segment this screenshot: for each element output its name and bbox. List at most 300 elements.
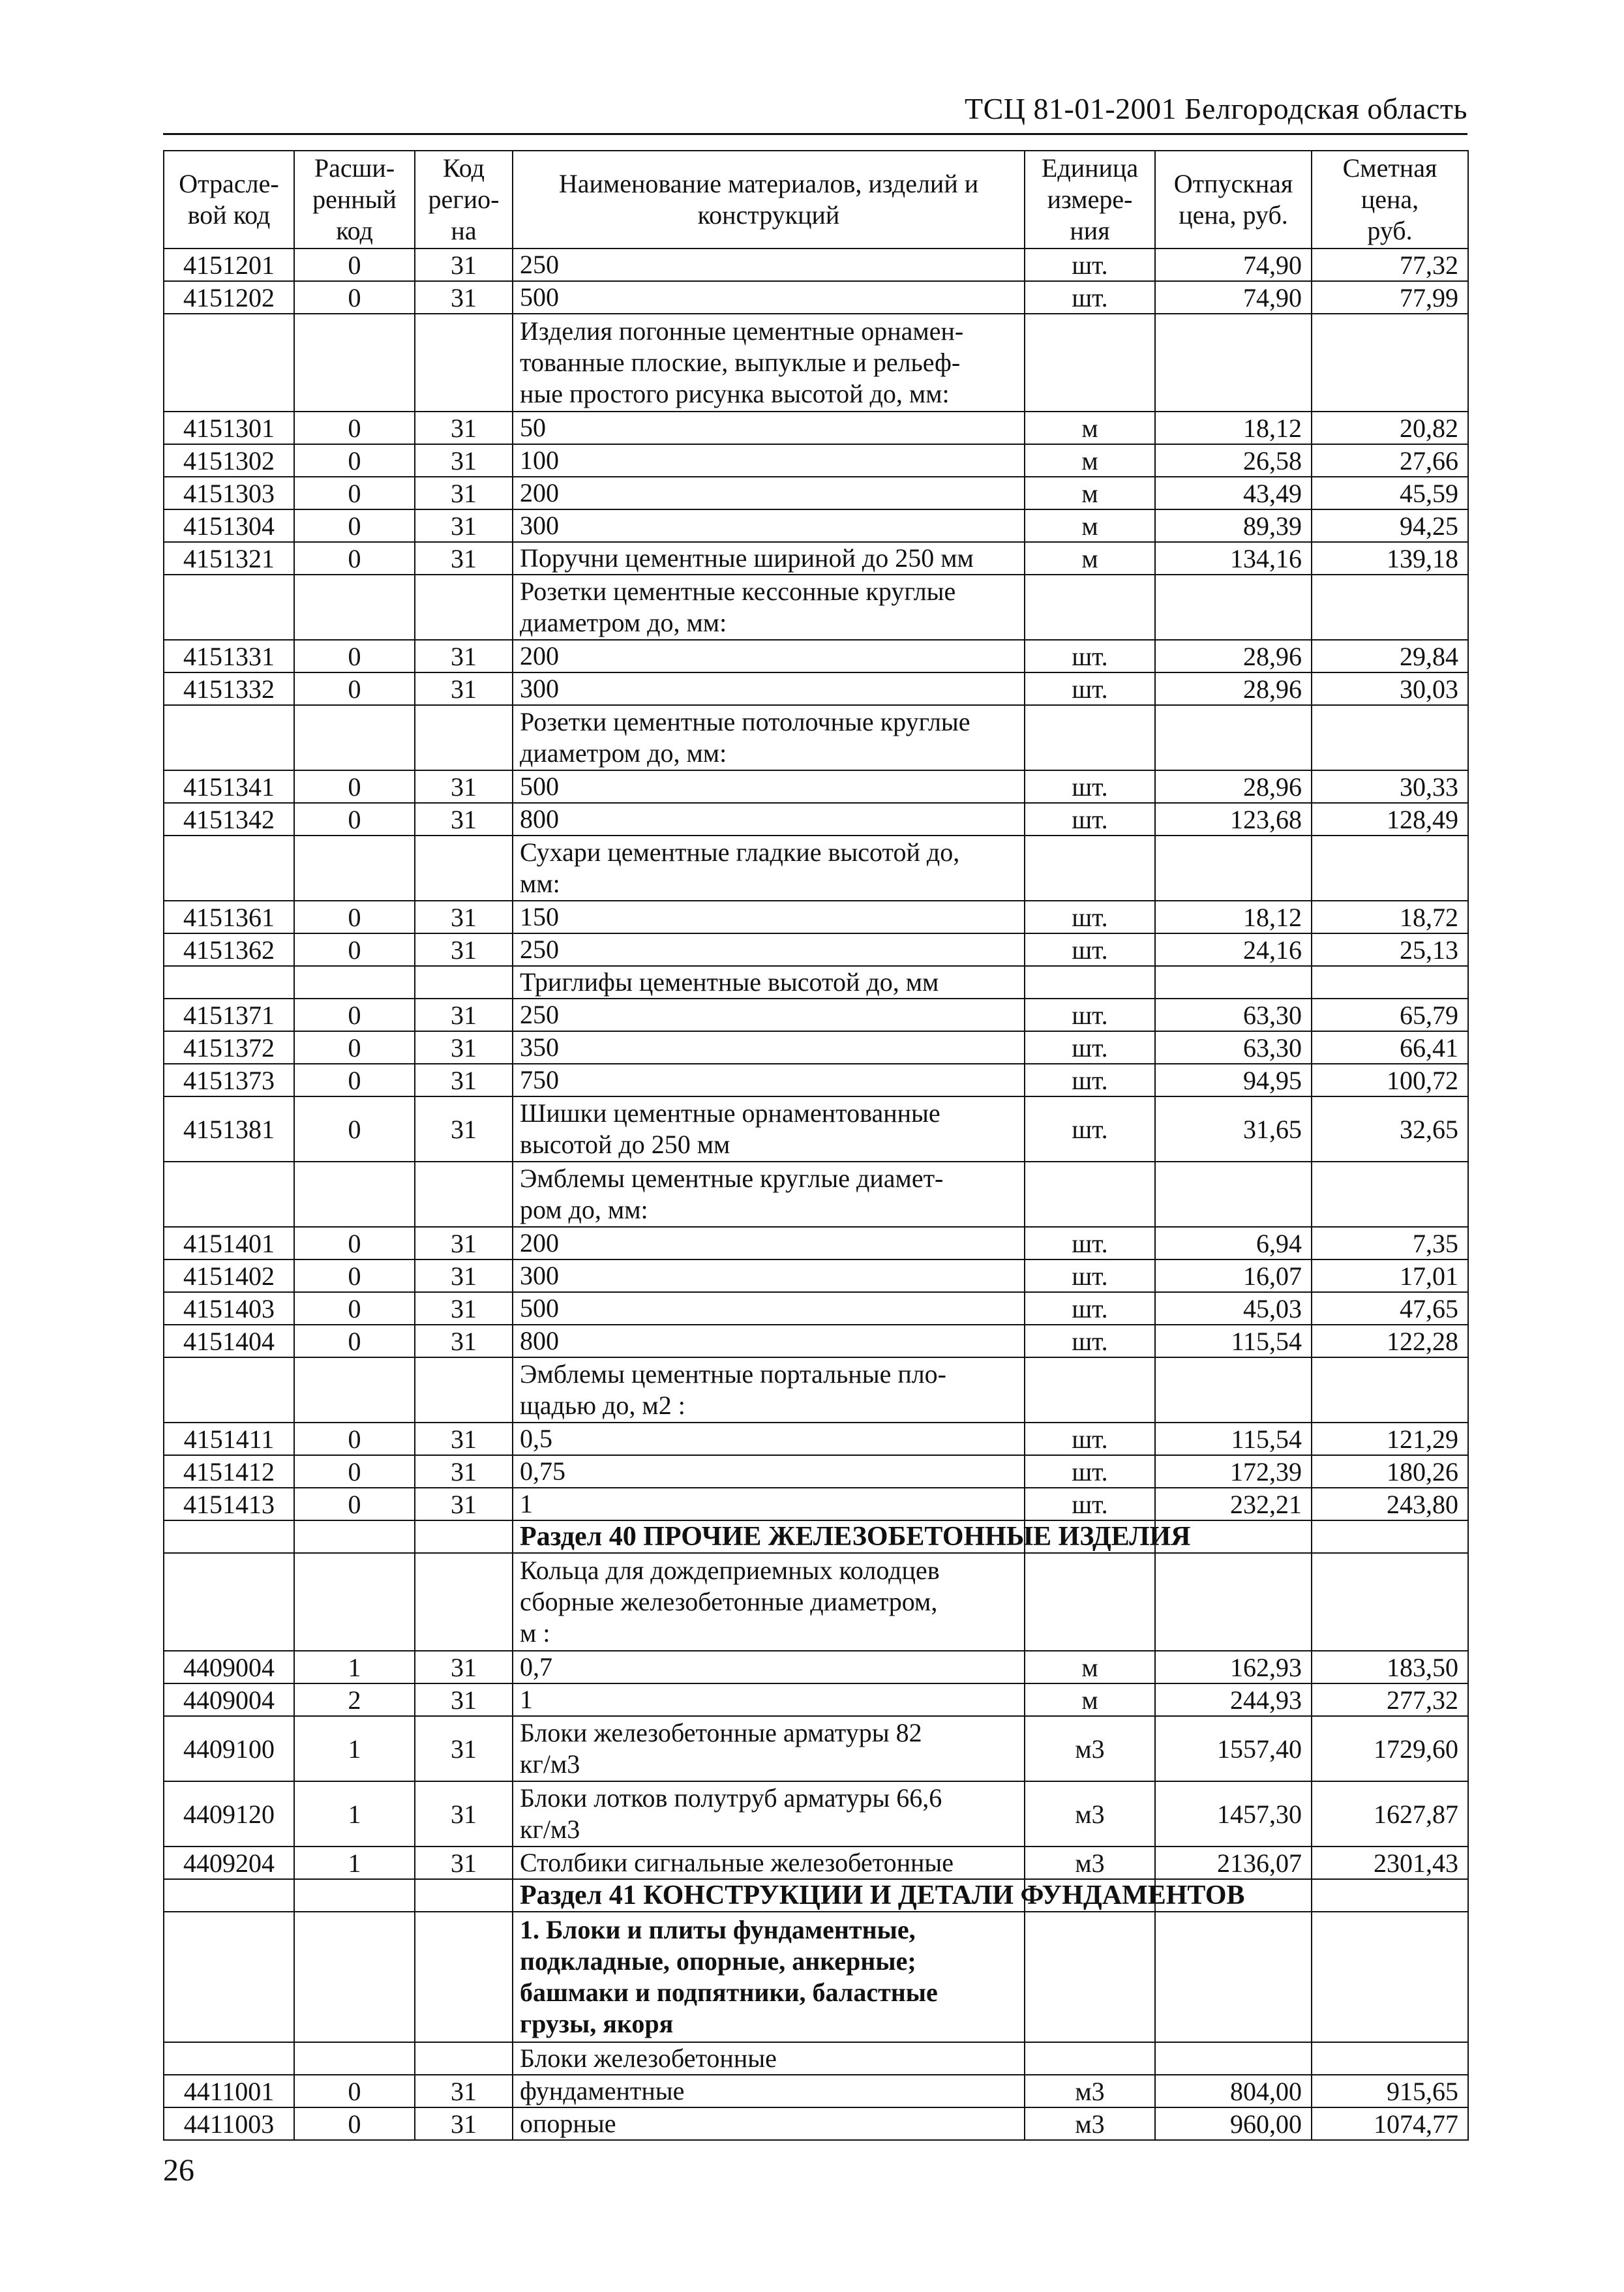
material-name-line: опорные: [520, 2109, 616, 2138]
release-price-cell: [1155, 2042, 1312, 2075]
industry-code-cell: 4151361: [164, 901, 294, 933]
industry-code-cell: 4151342: [164, 803, 294, 836]
industry-code-cell: 4409120: [164, 1781, 294, 1847]
material-name-line: 1. Блоки и плиты фундаментные,: [520, 1915, 916, 1944]
table-row: [164, 933, 1468, 966]
unit-cell: м3: [1025, 1781, 1155, 1847]
table-row: [164, 1781, 1468, 1847]
release-price-cell: 1457,30: [1155, 1781, 1312, 1847]
region-code-cell: 31: [415, 640, 513, 672]
unit-cell: м: [1025, 444, 1155, 477]
extended-code-cell: 0: [294, 933, 415, 966]
material-name-cell: [513, 1912, 1025, 2042]
estimate-price-cell: 243,80: [1312, 1488, 1468, 1520]
region-code-cell: [415, 705, 513, 770]
material-name-line: 500: [520, 282, 559, 312]
extended-code-cell: 0: [294, 2107, 415, 2140]
release-price-cell: [1155, 575, 1312, 640]
material-name-cell: [513, 1488, 1025, 1520]
region-code-cell: [415, 314, 513, 412]
header-line: Наименование материалов, изделий и: [558, 169, 979, 198]
industry-code-cell: [164, 836, 294, 901]
estimate-price-cell: [1312, 1553, 1468, 1651]
header-line: измере-: [1047, 185, 1133, 214]
region-code-cell: 31: [415, 1227, 513, 1259]
unit-cell: шт.: [1025, 1488, 1155, 1520]
table-row: [164, 901, 1468, 933]
material-name-line: Эмблемы цементные портальные пло-: [520, 1359, 947, 1389]
material-name-line: Розетки цементные кессонные круглые: [520, 577, 956, 606]
industry-code-cell: 4151411: [164, 1423, 294, 1455]
material-name-line: Изделия погонные цементные орнамен-: [520, 316, 964, 346]
material-name-line: ром до, мм:: [520, 1195, 648, 1224]
price-table: [163, 150, 1469, 2141]
region-code-cell: 31: [415, 542, 513, 575]
industry-code-cell: [164, 1912, 294, 2042]
material-name-line: фундаментные: [520, 2076, 685, 2105]
release-price-cell: 18,12: [1155, 412, 1312, 444]
table-row: [164, 281, 1468, 314]
extended-code-cell: [294, 575, 415, 640]
region-code-cell: 31: [415, 1455, 513, 1488]
region-code-cell: 31: [415, 1488, 513, 1520]
material-name-line: 0,75: [520, 1456, 565, 1486]
unit-cell: шт.: [1025, 1064, 1155, 1096]
table-row: [164, 1716, 1468, 1781]
material-name-line: 50: [520, 413, 546, 442]
material-name-cell: [513, 1553, 1025, 1651]
empty-cell: [415, 1520, 513, 1553]
header-region-code: [415, 151, 513, 249]
material-name-line: Сухари цементные гладкие высотой до,: [520, 837, 960, 867]
release-price-cell: 804,00: [1155, 2075, 1312, 2107]
header-line: Единица: [1041, 153, 1139, 183]
table-row: [164, 1847, 1468, 1879]
unit-cell: м3: [1025, 2107, 1155, 2140]
industry-code-cell: 4151304: [164, 509, 294, 542]
header-rule: [163, 133, 1467, 135]
release-price-cell: 28,96: [1155, 672, 1312, 705]
material-name-cell: [513, 1716, 1025, 1781]
unit-cell: м: [1025, 477, 1155, 509]
estimate-price-cell: [1312, 2042, 1468, 2075]
industry-code-cell: 4151302: [164, 444, 294, 477]
extended-code-cell: 0: [294, 1096, 415, 1162]
table-row: [164, 444, 1468, 477]
industry-code-cell: 4409004: [164, 1651, 294, 1683]
industry-code-cell: 4151372: [164, 1031, 294, 1064]
release-price-cell: 89,39: [1155, 509, 1312, 542]
table-row: [164, 509, 1468, 542]
material-name-cell: [513, 1162, 1025, 1227]
table-row: [164, 966, 1468, 999]
material-name-line: Розетки цементные потолочные круглые: [520, 707, 970, 736]
table-row: [164, 1259, 1468, 1292]
release-price-cell: 74,90: [1155, 249, 1312, 281]
page-header: ТСЦ 81-01-2001 Белгородская область: [965, 92, 1467, 125]
material-name-line: Шишки цементные орнаментованные: [520, 1098, 940, 1128]
release-price-cell: [1155, 836, 1312, 901]
unit-cell: [1025, 705, 1155, 770]
estimate-price-cell: 7,35: [1312, 1227, 1468, 1259]
header-line: конструкций: [697, 200, 840, 230]
material-name-line: ные простого рисунка высотой до, мм:: [520, 379, 950, 408]
table-row: [164, 1912, 1468, 2042]
empty-cell: [294, 1520, 415, 1553]
material-name-line: высотой до 250 мм: [520, 1130, 730, 1159]
header-estimate-price: [1312, 151, 1468, 249]
estimate-price-cell: [1312, 314, 1468, 412]
region-code-cell: [415, 1357, 513, 1423]
extended-code-cell: 0: [294, 412, 415, 444]
unit-cell: шт.: [1025, 933, 1155, 966]
unit-cell: шт.: [1025, 999, 1155, 1031]
unit-cell: шт.: [1025, 672, 1155, 705]
unit-cell: [1025, 1553, 1155, 1651]
extended-code-cell: 2: [294, 1683, 415, 1716]
estimate-price-cell: [1312, 836, 1468, 901]
unit-cell: м: [1025, 1683, 1155, 1716]
table-row: [164, 1553, 1468, 1651]
release-price-cell: 28,96: [1155, 640, 1312, 672]
table-row: [164, 1488, 1468, 1520]
industry-code-cell: 4151301: [164, 412, 294, 444]
header-line: цена,: [1361, 185, 1419, 214]
region-code-cell: 31: [415, 1683, 513, 1716]
extended-code-cell: 0: [294, 803, 415, 836]
estimate-price-cell: 65,79: [1312, 999, 1468, 1031]
material-name-line: м :: [520, 1618, 550, 1648]
extended-code-cell: 0: [294, 999, 415, 1031]
material-name-cell: [513, 477, 1025, 509]
section-title: Раздел 41 КОНСТРУКЦИИ И ДЕТАЛИ ФУНДАМЕНТОВ: [513, 1879, 1025, 1912]
region-code-cell: 31: [415, 1259, 513, 1292]
material-name-line: 800: [520, 804, 559, 834]
estimate-price-cell: 18,72: [1312, 901, 1468, 933]
unit-cell: м: [1025, 542, 1155, 575]
material-name-line: 250: [520, 250, 559, 279]
unit-cell: [1025, 1357, 1155, 1423]
table-row: [164, 1096, 1468, 1162]
industry-code-cell: 4151371: [164, 999, 294, 1031]
header-line: Отпускная: [1173, 169, 1293, 198]
header-line: на: [451, 216, 477, 245]
extended-code-cell: 1: [294, 1716, 415, 1781]
header-line: Код: [443, 153, 485, 183]
material-name-cell: [513, 1259, 1025, 1292]
unit-cell: [1025, 1162, 1155, 1227]
material-name-line: щадью до, м2 :: [520, 1391, 685, 1420]
header-line: вой код: [187, 200, 271, 230]
empty-cell: [294, 1879, 415, 1912]
material-name-line: 800: [520, 1326, 559, 1355]
table-row: [164, 542, 1468, 575]
material-name-line: 300: [520, 1261, 559, 1290]
unit-cell: м: [1025, 412, 1155, 444]
table-row: [164, 2075, 1468, 2107]
industry-code-cell: 4151362: [164, 933, 294, 966]
material-name-line: Блоки железобетонные арматуры 82: [520, 1718, 922, 1747]
material-name-cell: [513, 412, 1025, 444]
material-name-cell: [513, 1227, 1025, 1259]
material-name-line: 200: [520, 1228, 559, 1258]
region-code-cell: 31: [415, 999, 513, 1031]
table-row: [164, 249, 1468, 281]
estimate-price-cell: 121,29: [1312, 1423, 1468, 1455]
extended-code-cell: 0: [294, 1259, 415, 1292]
material-name-line: грузы, якоря: [520, 2009, 674, 2038]
unit-cell: м3: [1025, 2075, 1155, 2107]
table-row: [164, 2042, 1468, 2075]
region-code-cell: 31: [415, 1847, 513, 1879]
extended-code-cell: 0: [294, 672, 415, 705]
header-line: ния: [1070, 216, 1110, 245]
table-row: [164, 640, 1468, 672]
estimate-price-cell: [1312, 966, 1468, 999]
industry-code-cell: 4409100: [164, 1716, 294, 1781]
header-industry-code: [164, 151, 294, 249]
material-name-line: сборные железобетонные диаметром,: [520, 1587, 938, 1616]
industry-code-cell: 4411003: [164, 2107, 294, 2140]
unit-cell: шт.: [1025, 1325, 1155, 1357]
table-row: [164, 1031, 1468, 1064]
extended-code-cell: 1: [294, 1781, 415, 1847]
extended-code-cell: 0: [294, 542, 415, 575]
release-price-cell: [1155, 1357, 1312, 1423]
unit-cell: [1025, 314, 1155, 412]
region-code-cell: 31: [415, 1096, 513, 1162]
material-name-cell: [513, 542, 1025, 575]
material-name-line: 1: [520, 1489, 533, 1518]
release-price-cell: 16,07: [1155, 1259, 1312, 1292]
material-name-cell: [513, 314, 1025, 412]
estimate-price-cell: 17,01: [1312, 1259, 1468, 1292]
estimate-price-cell: 30,03: [1312, 672, 1468, 705]
material-name-line: 350: [520, 1033, 559, 1062]
unit-cell: шт.: [1025, 1292, 1155, 1325]
table-row: [164, 705, 1468, 770]
material-name-line: подкладные, опорные, анкерные;: [520, 1946, 916, 1976]
material-name-line: кг/м3: [520, 1749, 580, 1779]
estimate-price-cell: 139,18: [1312, 542, 1468, 575]
release-price-cell: 63,30: [1155, 1031, 1312, 1064]
industry-code-cell: 4409004: [164, 1683, 294, 1716]
table-row: [164, 314, 1468, 412]
extended-code-cell: 0: [294, 1031, 415, 1064]
material-name-line: 200: [520, 641, 559, 671]
release-price-cell: 63,30: [1155, 999, 1312, 1031]
table-row: [164, 2107, 1468, 2140]
material-name-cell: [513, 640, 1025, 672]
release-price-cell: 115,54: [1155, 1325, 1312, 1357]
estimate-price-cell: 77,99: [1312, 281, 1468, 314]
material-name-line: Кольца для дождеприемных колодцев: [520, 1556, 940, 1585]
estimate-price-cell: [1312, 1912, 1468, 2042]
material-name-cell: [513, 836, 1025, 901]
release-price-cell: 1557,40: [1155, 1716, 1312, 1781]
material-name-cell: [513, 509, 1025, 542]
region-code-cell: 31: [415, 1292, 513, 1325]
extended-code-cell: 1: [294, 1651, 415, 1683]
material-name-cell: [513, 803, 1025, 836]
empty-cell: [164, 1520, 294, 1553]
table-row: [164, 999, 1468, 1031]
header-line: регио-: [428, 185, 500, 214]
estimate-price-cell: 27,66: [1312, 444, 1468, 477]
release-price-cell: 232,21: [1155, 1488, 1312, 1520]
unit-cell: шт.: [1025, 640, 1155, 672]
region-code-cell: 31: [415, 1716, 513, 1781]
unit-cell: шт.: [1025, 901, 1155, 933]
material-name-cell: [513, 1096, 1025, 1162]
extended-code-cell: 0: [294, 249, 415, 281]
material-name-line: 750: [520, 1065, 559, 1094]
extended-code-cell: 1: [294, 1847, 415, 1879]
material-name-line: башмаки и подпятники, баластные: [520, 1978, 938, 2007]
estimate-price-cell: 180,26: [1312, 1455, 1468, 1488]
material-name-line: 500: [520, 772, 559, 801]
release-price-cell: [1155, 966, 1312, 999]
material-name-line: 0,7: [520, 1652, 552, 1681]
region-code-cell: 31: [415, 1031, 513, 1064]
release-price-cell: 45,03: [1155, 1292, 1312, 1325]
unit-cell: шт.: [1025, 1096, 1155, 1162]
extended-code-cell: [294, 1912, 415, 2042]
unit-cell: шт.: [1025, 1455, 1155, 1488]
release-price-cell: 94,95: [1155, 1064, 1312, 1096]
industry-code-cell: 4151321: [164, 542, 294, 575]
material-name-cell: [513, 672, 1025, 705]
region-code-cell: [415, 575, 513, 640]
region-code-cell: 31: [415, 281, 513, 314]
region-code-cell: [415, 1162, 513, 1227]
material-name-cell: [513, 1064, 1025, 1096]
industry-code-cell: 4151402: [164, 1259, 294, 1292]
material-name-line: Столбики сигнальные железобетонные: [520, 1848, 954, 1877]
release-price-cell: 115,54: [1155, 1423, 1312, 1455]
section-row: [164, 1520, 1468, 1553]
material-name-cell: [513, 1651, 1025, 1683]
material-name-line: 300: [520, 511, 559, 540]
material-name-cell: [513, 575, 1025, 640]
release-price-cell: 123,68: [1155, 803, 1312, 836]
industry-code-cell: 4411001: [164, 2075, 294, 2107]
release-price-cell: 6,94: [1155, 1227, 1312, 1259]
material-name-cell: [513, 2042, 1025, 2075]
industry-code-cell: [164, 705, 294, 770]
header-line: ренный: [312, 185, 397, 214]
table-row: [164, 1227, 1468, 1259]
material-name-line: 0,5: [520, 1424, 552, 1453]
unit-cell: шт.: [1025, 281, 1155, 314]
unit-cell: шт.: [1025, 1423, 1155, 1455]
release-price-cell: 31,65: [1155, 1096, 1312, 1162]
industry-code-cell: 4151403: [164, 1292, 294, 1325]
material-name-cell: [513, 901, 1025, 933]
region-code-cell: 31: [415, 1781, 513, 1847]
header-material-name: [513, 151, 1025, 249]
release-price-cell: 74,90: [1155, 281, 1312, 314]
header-line: код: [336, 216, 373, 245]
region-code-cell: 31: [415, 477, 513, 509]
region-code-cell: 31: [415, 2107, 513, 2140]
extended-code-cell: [294, 1357, 415, 1423]
extended-code-cell: 0: [294, 444, 415, 477]
estimate-price-cell: 20,82: [1312, 412, 1468, 444]
industry-code-cell: [164, 575, 294, 640]
estimate-price-cell: 30,33: [1312, 770, 1468, 803]
unit-cell: [1025, 1912, 1155, 2042]
region-code-cell: 31: [415, 1651, 513, 1683]
industry-code-cell: 4151201: [164, 249, 294, 281]
industry-code-cell: 4151332: [164, 672, 294, 705]
extended-code-cell: 0: [294, 1292, 415, 1325]
material-name-line: 500: [520, 1293, 559, 1323]
material-name-line: 300: [520, 674, 559, 703]
extended-code-cell: 0: [294, 901, 415, 933]
estimate-price-cell: 47,65: [1312, 1292, 1468, 1325]
table-row: [164, 803, 1468, 836]
extended-code-cell: [294, 2042, 415, 2075]
table-row: [164, 1162, 1468, 1227]
table-row: [164, 1423, 1468, 1455]
material-name-line: 150: [520, 902, 559, 931]
material-name-line: 100: [520, 445, 559, 475]
unit-cell: м: [1025, 509, 1155, 542]
region-code-cell: 31: [415, 672, 513, 705]
estimate-price-cell: 915,65: [1312, 2075, 1468, 2107]
estimate-price-cell: [1312, 705, 1468, 770]
extended-code-cell: 0: [294, 1455, 415, 1488]
region-code-cell: 31: [415, 770, 513, 803]
release-price-cell: [1155, 1162, 1312, 1227]
header-line: руб.: [1367, 216, 1413, 245]
material-name-line: мм:: [520, 869, 560, 898]
region-code-cell: 31: [415, 901, 513, 933]
estimate-price-cell: 1074,77: [1312, 2107, 1468, 2140]
material-name-line: кг/м3: [520, 1815, 580, 1844]
table-row: [164, 770, 1468, 803]
estimate-price-cell: 32,65: [1312, 1096, 1468, 1162]
header-line: Расши-: [314, 153, 395, 183]
unit-cell: м: [1025, 1651, 1155, 1683]
industry-code-cell: 4151202: [164, 281, 294, 314]
section-row: [164, 1879, 1468, 1912]
release-price-cell: 43,49: [1155, 477, 1312, 509]
industry-code-cell: [164, 966, 294, 999]
material-name-line: тованные плоские, выпуклые и рельеф-: [520, 348, 961, 377]
table-row: [164, 1357, 1468, 1423]
extended-code-cell: 0: [294, 1325, 415, 1357]
material-name-cell: [513, 1781, 1025, 1847]
industry-code-cell: 4409204: [164, 1847, 294, 1879]
estimate-price-cell: 66,41: [1312, 1031, 1468, 1064]
header-line: Отрасле-: [179, 169, 279, 198]
extended-code-cell: 0: [294, 1227, 415, 1259]
industry-code-cell: 4151404: [164, 1325, 294, 1357]
material-name-cell: [513, 1357, 1025, 1423]
extended-code-cell: 0: [294, 640, 415, 672]
material-name-line: Поручни цементные шириной до 250 мм: [520, 543, 974, 573]
empty-cell: [415, 1879, 513, 1912]
estimate-price-cell: 94,25: [1312, 509, 1468, 542]
region-code-cell: 31: [415, 412, 513, 444]
region-code-cell: [415, 966, 513, 999]
estimate-price-cell: 277,32: [1312, 1683, 1468, 1716]
region-code-cell: [415, 1553, 513, 1651]
material-name-cell: [513, 933, 1025, 966]
table-row: [164, 1683, 1468, 1716]
